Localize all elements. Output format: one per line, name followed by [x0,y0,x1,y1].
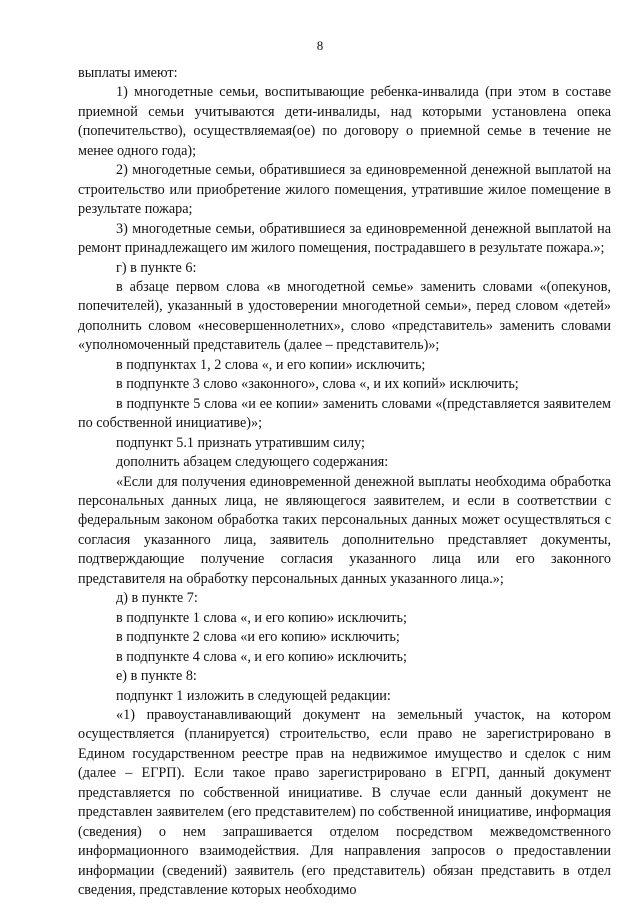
paragraph: 3) многодетные семьи, обратившиеся за единовременной денежной выплатой на ремонт принадлежащего им жилого помещения, пострадавшего в результате пожара.»; [78,220,611,257]
paragraph: подпункт 5.1 признать утратившим силу; [116,434,365,451]
paragraph: подпункт 1 изложить в следующей редакции: [116,687,391,704]
paragraph: г) в пункте 6: [116,259,197,276]
paragraph: в подпункте 1 слова «, и его копию» исключить; [116,609,407,626]
paragraph: выплаты имеют: [78,65,178,81]
page-number: 8 [316,38,324,53]
paragraph: «1) правоустанавливающий документ на земельный участок, на котором осуществляется (планируется) строительство, если право не зарегистрировано в Едином государственном реестре прав на недвижимое имущество и сделок с ним (далее – ЕГРП). Если такое право зарегистрировано в ЕГРП, данный документ представляется по собственной инициативе. В случае если данный документ не представлен заявителем (его представителем) по собственной инициативе, информация (сведения) о нем запрашивается отделом посредством межведомственного информационного взаимодействия. Для направления запросов о предоставлении информации (сведений) заявитель (его представитель) обязан представить в отдел сведения, представление которых необходимо [78,706,611,899]
paragraph: в подпункте 4 слова «, и его копию» исключить; [116,648,407,665]
paragraph: в подпунктах 1, 2 слова «, и его копии» исключить; [116,356,426,373]
paragraph: «Если для получения единовременной денежной выплаты необходима обработка персональных данных лица, не являющегося заявителем, и если в соответствии с федеральным законом обработка таких персональных данных может осуществляться с согласия указанного лица, заявитель дополнительно представляет документы, подтверждающие получение согласия указанного лица или его законного представителя на обработку персональных данных указанного лица.»; [78,473,611,587]
paragraph: в подпункте 5 слова «и ее копии» заменить словами «(представляется заявителем по собственной инициативе)»; [78,395,611,432]
paragraph: 2) многодетные семьи, обратившиеся за единовременной денежной выплатой на строительство или приобретение жилого помещения, утратившие жилое помещение в результате пожара; [78,162,611,218]
paragraph: в абзаце первом слова «в многодетной семье» заменить словами «(опекунов, попечителей), указанный в удостоверении многодетной семьи», перед словом «детей» дополнить словом «несовершеннолетних», слово «представитель» заменить словами «уполномоченный представитель (далее – представитель)»; [78,278,611,354]
paragraph: дополнить абзацем следующего содержания: [116,454,389,471]
paragraph: в подпункте 3 слово «законного», слова «, и их копий» исключить; [116,376,519,393]
document-body [78,64,611,900]
paragraph: в подпункте 2 слова «и его копию» исключить; [116,629,400,646]
paragraph: 1) многодетные семьи, воспитывающие ребенка-инвалида (при этом в составе приемной семьи учитываются дети-инвалиды, над которыми установлена опека (попечительство), осуществляемая(ое) по договору о приемной семье в течение не менее одного года); [78,84,611,159]
paragraph: д) в пункте 7: [116,590,198,607]
paragraph: е) в пункте 8: [116,668,197,685]
